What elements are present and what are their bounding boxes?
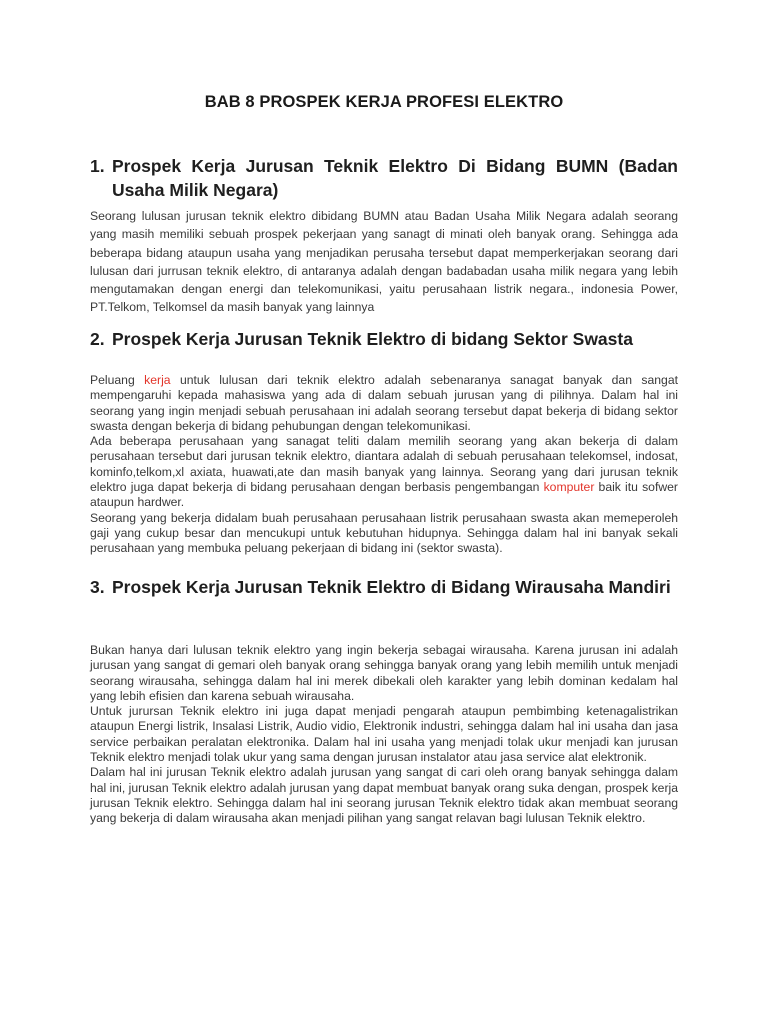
section-1-number: 1. xyxy=(90,156,105,176)
kerja-link[interactable]: kerja xyxy=(144,373,171,387)
section-3-number: 3. xyxy=(90,577,105,597)
section-1-heading xyxy=(90,154,678,202)
komputer-link[interactable]: komputer xyxy=(543,480,595,495)
section-3-paragraph-2: Untuk jurursan Teknik elektro ini juga dapat menjadi pengarah ataupun pembimbing ketenagalistrikan ataupun Energi listrik, Insalasi Listrik, Audio vidio, Elektronik industri, sehingga dalam hal ini usaha dan jasa service perbaikan peralatan elektronika. Dalam hal ini usaha yang menjadi tolak ukur menjadi kan jurusan Teknik elektro menjadi tolak ukur yang sama dengan jurusan instalator atau jasa service alat elektronik. xyxy=(90,704,678,765)
section-2-paragraph-3 xyxy=(90,511,678,557)
section-1-body xyxy=(90,207,678,317)
section-1-title: Prospek Kerja Jurusan Teknik Elektro Di Bidang BUMN (Badan Usaha Milik Negara) xyxy=(112,156,678,200)
section-2-paragraph-2 xyxy=(90,434,678,510)
section-2-heading xyxy=(90,327,678,351)
section-2-paragraph-1 xyxy=(90,373,678,434)
section-1-paragraph-1: Seorang lulusan jurusan teknik elektro dibidang BUMN atau Badan Usaha Milik Negara adalah seorang yang masih memiliki sebuah prospek pekerjaan yang sanagt di minati oleh banyak orang. Sehingga ada beberapa bidang ataupun usaha yang menjadikan perusaha tersebut dapat memperkerjakan seorang dari lulusan dari jurrusan teknik elektro, di antaranya adalah dengan badabadan usaha milik negara yang lebih mengutamakan dengan energi dan telekomunikasi, yaitu perusahaan listrik negara., indonesia Power, PT.Telkom, Telkomsel da masih banyak yang lainnya xyxy=(90,209,678,315)
paragraph-text: Ada beberapa perusahaan yang sanagat teliti dalam memilih seorang yang akan bekerja di dalam perusahaan tersebut dari jurusan teknik elektro, diantara adalah di sebuah perusahaan telekomsel, indosat, kominfo,telkom,xl axiata, huawati,ate dan masih banyak yang lainnya. Seorang yang dari jurusan teknik elektro juga dapat bekerja di bidang perusahaan dengan berbasis pengembangan xyxy=(90,434,678,495)
section-2-title: Prospek Kerja Jurusan Teknik Elektro di bidang Sektor Swasta xyxy=(112,329,633,349)
section-3-body xyxy=(90,643,678,827)
document-title: BAB 8 PROSPEK KERJA PROFESI ELEKTRO xyxy=(204,93,564,111)
paragraph-text: untuk lulusan dari teknik elektro adalah sebenaranya sanagat banyak dan sangat mempengaruhi kepada mahasiswa yang ada di dalam sebuah jurusan yang di pilihnya. Dalam hal ini seorang yang ingin menjadi sebuah perusahaan ini adalah seorang tersebut dapat bekerja di bidang sektor swasta dengan bekerja di bidang pehubungan dengan telekomunikasi. xyxy=(90,373,678,433)
section-2-number: 2. xyxy=(90,329,105,349)
section-3-heading xyxy=(90,575,678,599)
section-3-title: Prospek Kerja Jurusan Teknik Elektro di Bidang Wirausaha Mandiri xyxy=(112,577,671,597)
section-3-paragraph-1: Bukan hanya dari lulusan teknik elektro yang ingin bekerja sebagai wirausaha. Karena jurusan ini adalah jurusan yang sangat di gemari oleh banyak orang sehingga banyak orang yang lebih memilih untuk menjadi seorang wirausaha, sehingga dalam hal ini merek dibekali oleh karakter yang lebih dominan kedalam hal yang lebih efisien dan karena sebuah wirausaha. xyxy=(90,643,678,703)
paragraph-text: Peluang xyxy=(90,373,145,387)
paragraph-text: baik itu sofwer ataupun hardwer. xyxy=(90,480,678,510)
section-2-body xyxy=(90,373,678,557)
paragraph-text: Seorang yang bekerja didalam buah perusahaan perusahaan listrik perusahaan swasta akan memeperoleh gaji yang cukup besar dan mencukupi untuk kebutuhan hidupnya. Sehingga dalam hal ini banyak sekali perusahaan yang membuka peluang pekerjaan di bidang ini (sektor swasta). xyxy=(90,510,678,556)
section-3-paragraph-3: Dalam hal ini jurusan Teknik elektro adalah jurusan yang sangat di cari oleh orang banyak sehingga dalam hal ini, jurusan Teknik elektro adalah jurusan yang dapat membuat banyak orang suka dengan, prospek kerja jurusan Teknik elektro. Sehingga dalam hal ini seorang jurusan Teknik elektro tidak akan membuat seorang yang bekerja di dalam wirausaha akan menjadi pilihan yang sangat relavan bagi lulusan Teknik elektro. xyxy=(90,765,678,826)
